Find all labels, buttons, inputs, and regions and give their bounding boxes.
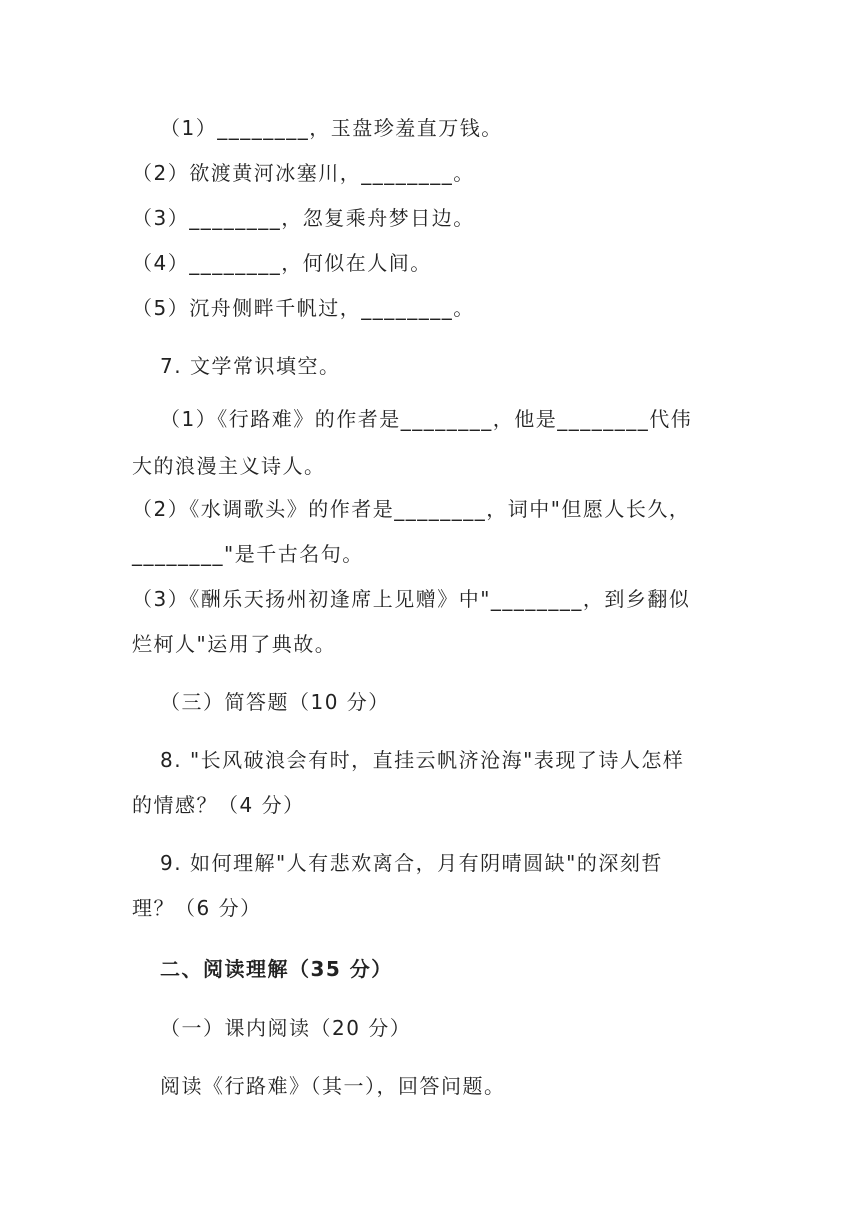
poem-fill-5: （5）沉舟侧畔千帆过，________。 (132, 296, 475, 320)
question-9: 9. 如何理解"人有悲欢离合，月有阴晴圆缺"的深刻哲 (160, 851, 663, 875)
question-9-cont: 理？（6 分） (132, 896, 262, 920)
poem-fill-4: （4）________，何似在人间。 (132, 251, 432, 275)
question-7-item-2: （2）《水调歌头》的作者是________，词中"但愿人长久， (132, 497, 691, 521)
question-8-cont: 的情感？（4 分） (132, 793, 305, 817)
reading-intro: 阅读《行路难》（其一），回答问题。 (160, 1074, 506, 1098)
poem-fill-3: （3）________，忽复乘舟梦日边。 (132, 206, 475, 230)
poem-fill-2: （2）欲渡黄河冰塞川，________。 (132, 161, 475, 185)
question-8: 8. "长风破浪会有时，直挂云帆济沧海"表现了诗人怎样 (160, 748, 685, 772)
question-7-item-1: （1）《行路难》的作者是________，他是________代伟 (160, 407, 693, 431)
part-2-heading: 二、阅读理解（35 分） (160, 957, 393, 981)
subsection-1-heading: （一）课内阅读（20 分） (160, 1016, 412, 1040)
section-3-heading: （三）简答题（10 分） (160, 690, 390, 714)
poem-fill-1: （1）________，玉盘珍羞直万钱。 (160, 116, 503, 140)
question-7-item-2-cont: ________"是千古名句。 (132, 542, 364, 566)
question-7-item-3-cont: 烂柯人"运用了典故。 (132, 632, 337, 656)
question-7-item-3: （3）《酬乐天扬州初逢席上见赠》中"________，到乡翻似 (132, 587, 691, 611)
question-7-title: 7. 文学常识填空。 (160, 354, 341, 378)
question-7-item-1-cont: 大的浪漫主义诗人。 (132, 454, 326, 478)
